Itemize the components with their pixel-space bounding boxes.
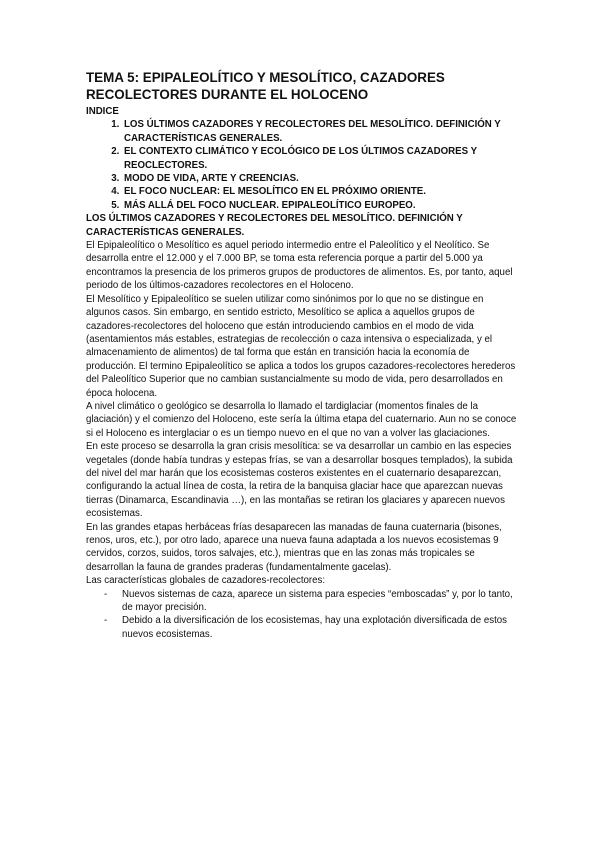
document-page	[86, 69, 518, 641]
list-item	[86, 588, 518, 615]
toc-item: 4. EL FOCO NUCLEAR: EL MESOLÍTICO EN EL PRÓXIMO ORIENTE.	[122, 185, 518, 198]
index-label: INDICE	[86, 106, 119, 117]
table-of-contents	[86, 118, 518, 212]
bullet-list	[86, 588, 518, 642]
list-item-text: Nuevos sistemas de caza, aparece un sistema para especies “emboscadas” y, por lo tanto, de mayor precisión.	[122, 588, 513, 614]
paragraph: A nivel climático o geológico se desarrolla lo llamado el tardiglaciar (momentos finales de la glaciación) y el comienzo del Holoceno, este sería la última etapa del cuaternario. Aun no se conoce si el Holoceno es interglaciar o es un tiempo nuevo en el que no van a volver las glaciaciones.	[86, 400, 517, 439]
dash-bullet: -	[104, 588, 108, 600]
dash-bullet: -	[104, 615, 108, 627]
paragraph: El Epipaleolítico o Mesolítico es aquel periodo intermedio entre el Paleolítico y el Neolítico. Se desarrolla entre el 12.000 y el 7.000 BP, se toma esta referencia porque a partir del 5.000 ya encontramos la presencia de los primeros grupos de productores de alimentos. Es, por tanto, aquel periodo de los últimos-cazadores recolectores en el Holoceno.	[86, 240, 513, 292]
list-item	[86, 614, 518, 641]
toc-item: 2. EL CONTEXTO CLIMÁTICO Y ECOLÓGICO DE LOS ÚLTIMOS CAZADORES Y REOCLECTORES.	[122, 145, 518, 172]
paragraph: Las características globales de cazadores-recolectores:	[86, 575, 326, 587]
toc-item: 3. MODO DE VIDA, ARTE Y CREENCIAS.	[122, 172, 518, 185]
section-heading: LOS ÚLTIMOS CAZADORES Y RECOLECTORES DEL MESOLÍTICO. DEFINICIÓN Y CARACTERÍSTICAS GENERALES.	[86, 213, 463, 238]
toc-item: 1. LOS ÚLTIMOS CAZADORES Y RECOLECTORES DEL MESOLÍTICO. DEFINICIÓN Y CARACTERÍSTICAS GENERALES.	[122, 118, 518, 145]
toc-item: 5. MÁS ALLÁ DEL FOCO NUCLEAR. EPIPALEOLÍTICO EUROPEO.	[122, 199, 518, 212]
paragraph: En este proceso se desarrolla la gran crisis mesolítica: se va desarrollar un cambio en las especies vegetales (donde había tundras y estepas frías, se van a desarrollar bosques templados), la subida del nivel del mar harán que los ecosistemas costeros existentes en el cuaternario desaparezcan, configurando la actual línea de costa, la retira de la banquisa glaciar hace que aparezcan nuevas tierras (Dinamarca, Escandinavia …), en las montañas se retiran los glaciares y aparecen nuevos ecosistemas.	[86, 441, 513, 520]
list-item-text: Debido a la diversificación de los ecosistemas, hay una explotación diversificada de estos nuevos ecosistemas.	[122, 615, 508, 640]
page-title: TEMA 5: EPIPALEOLÍTICO Y MESOLÍTICO, CAZADORES RECOLECTORES DURANTE EL HOLOCENO	[86, 70, 445, 102]
paragraph: En las grandes etapas herbáceas frías desaparecen las manadas de fauna cuaternaria (bisones, renos, uros, etc.), por otro lado, aparece una nueva fauna adaptada a los nuevos ecosistemas 9 cervidos, corzos, suidos, toros salvajes, etc.), mientras que en las zonas más tropicales se desarrollan la fauna de grandes praderas (fundamentalmente gacelas).	[86, 521, 502, 573]
paragraph: El Mesolítico y Epipaleolítico se suelen utilizar como sinónimos por lo que no se distingue en algunos casos. Sin embargo, en sentido estricto, Mesolítico se aplica a aquellos grupos de cazadores-recolectores del holoceno que están introduciendo cambios en el modo de vida (asentamientos más estables, estrategias de recolección o caza intensiva o especializada, y el almacenamiento de alimentos) de tal forma que están en transición hacia la economía de producción. El termino Epipaleolítico se aplica a todos los grupos cazadores-recolectores herederos del Paleolítico Superior que no cambian sustancialmente su modo de vida, pero desarrollados en época holocena.	[86, 293, 516, 399]
